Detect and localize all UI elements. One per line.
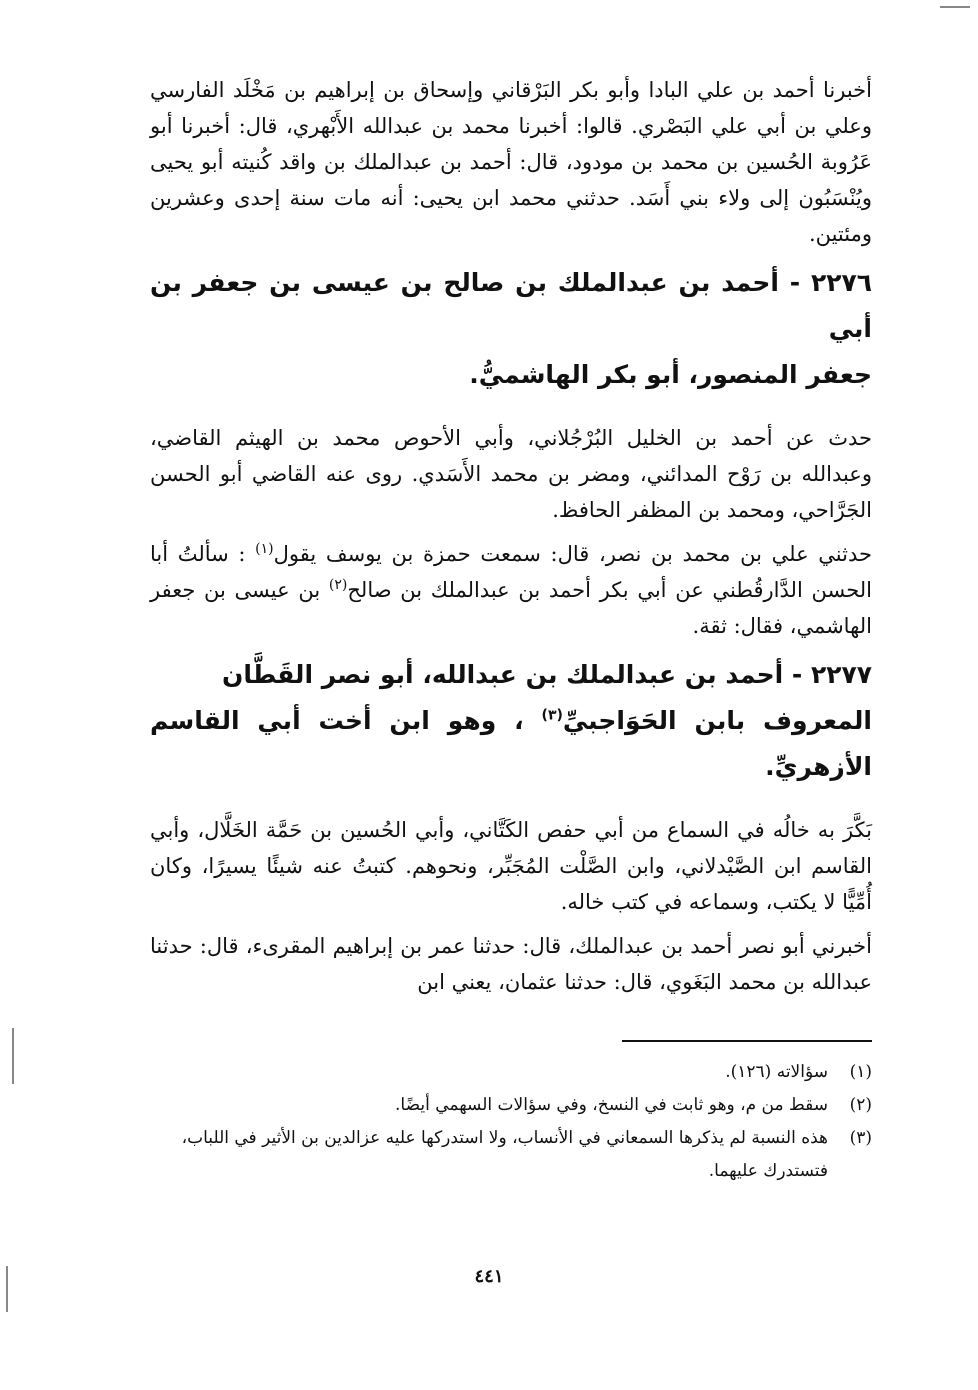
entry-heading-line: جعفر المنصور، أبو بكر الهاشميُّ. [469,360,872,389]
footnote-ref-2: (٢) [328,577,348,593]
page-number: ٤٤١ [474,1266,504,1287]
scan-edge-mark [12,1028,14,1084]
footnote-ref-3: (٣) [541,707,563,724]
footnote-text: هذه النسبة لم يذكرها السمعاني في الأنساب، ولا استدركها عليه عزالدين بن الأثير في اللباب، فتستدرك عليهما. [181,1128,828,1181]
text-line: القاضي، وعبدالله بن رَوْح المدائني، ومضر بن محمد الأَسَدي. روى عنه [150,426,872,486]
paragraph-biography-2277 [150,812,872,920]
text-line: ابن يحيى: أنه مات سنة إحدى وعشرين ومئتين. [150,186,872,246]
text-line: عيسى بن جعفر الهاشمي، فقال: ثقة. [150,578,872,638]
text-line: بَكَّرَ به خالُه في السماع من أبي حفص الكَتَّاني، وأبي الحُسين بن حَمَّة [265,818,872,842]
footnote-text: سؤالاته (١٢٦). [725,1062,828,1082]
text-line: المقرىء، قال: حدثنا عبدالله بن محمد البَغَوي، قال: حدثنا عثمان، يعني ابن [150,934,872,994]
entry-heading-line [150,698,872,790]
text-line: : [238,542,246,566]
footnote-text: سقط من م، وهو ثابت في النسخ، وفي سؤالات السهمي أيضًا. [395,1095,828,1115]
paragraph-narration-2276 [150,536,872,644]
entry-heading-line: ٢٢٧٧ - أحمد بن عبدالملك بن عبدالله، أبو نصر القَطَّان [221,660,872,689]
text-line: بن [298,578,321,602]
text-line: عبدالملك بن واقد كُنيته أبو يحيى ويُنْسَبُون إلى ولاء بني أَسَد. حدثني محمد [150,150,872,210]
entry-heading-2277 [150,652,872,790]
entry-heading-2276 [150,260,872,398]
footnote-number: (٢) [849,1095,872,1115]
text-line: عنه شيئًا يسيرًا، وكان أُمِّيًّا لا يكتب، وسماعه في كتب خاله. [150,854,872,914]
text-line: أخبرنا أحمد بن علي البادا وأبو بكر البَرْقاني وإسحاق بن إبراهيم بن [284,78,872,102]
paragraph-isnad-2277 [150,928,872,1000]
text-line: حدثني علي بن محمد بن نصر، قال: سمعت حمزة بن يوسف يقول [273,542,872,566]
scan-edge-mark [940,6,970,8]
text-line: الأَبْهري، قال: أخبرنا أبو عَرُوبة الحُسين بن محمد بن مودود، قال: أحمد بن [150,114,872,174]
paragraph-isnad-1 [150,72,872,252]
footnote-ref-1: (١) [255,541,274,557]
text-line: أخبرني أبو نصر أحمد بن عبدالملك، قال: حدثنا عمر بن إبراهيم [332,934,872,958]
text-line: حدث عن أحمد بن الخليل البُرْجُلاني، وأبي الأحوص محمد بن الهيثم [234,426,873,450]
text-line: الخَلَّال، وأبي القاسم ابن الصَّيْدلاني، وابن الصَّلْت المُجَبِّر، ونحوهم. كتبتُ [150,818,872,878]
text-line: سألتُ أبا الحسن الدَّارقُطني عن أبي بكر أحمد بن عبدالملك بن صالح [150,542,872,602]
footnote-item [150,1122,872,1188]
entry-heading-line: ٢٢٧٦ - أحمد بن عبدالملك بن صالح بن عيسى بن جعفر بن أبي [150,268,872,343]
footnote-divider [622,1040,872,1042]
footnotes [150,1056,872,1188]
footnote-number: (١) [849,1062,872,1082]
footnote-item [150,1056,872,1089]
scan-edge-mark [6,1266,8,1312]
paragraph-biography-2276 [150,420,872,528]
page-body [150,72,872,1000]
entry-heading-text: المعروف بابن الحَوَاجبيِّ [562,706,872,735]
footnote-number: (٣) [849,1128,872,1148]
entry-heading-text: ، وهو ابن أخت أبي القاسم الأزهريِّ. [150,706,872,781]
footnote-item [150,1089,872,1122]
text-line: مَخْلَد الفارسي وعلي بن أبي علي البَصْري. قالوا: أخبرنا محمد بن عبدالله [150,78,872,138]
text-line: القاضي أبو الحسن الجَرَّاحي، ومحمد بن المظفر الحافظ. [150,462,872,522]
